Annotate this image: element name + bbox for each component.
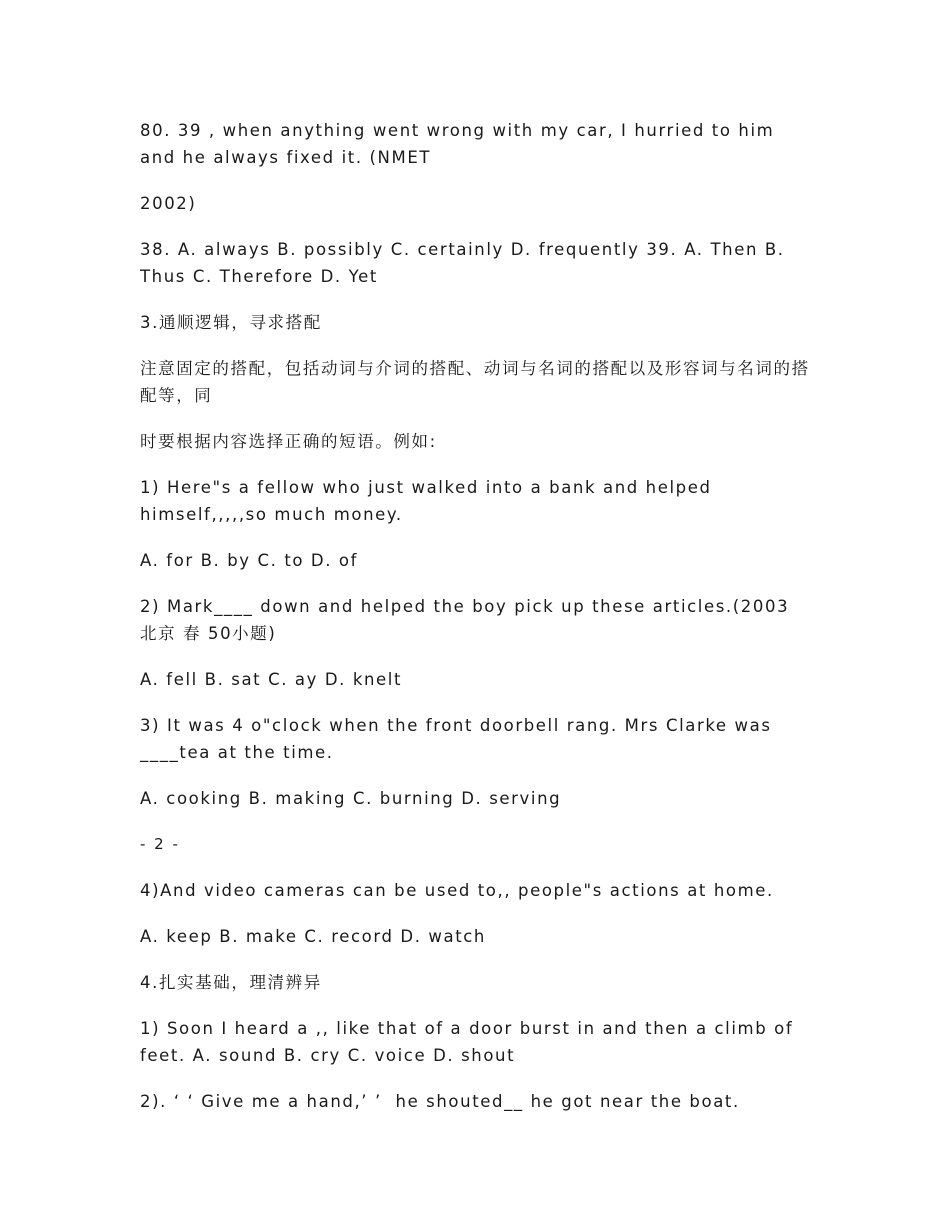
paragraph-question-39: 80. 39 , when anything went wrong with my car, I hurried to him and he always fixed it. (NMET: [140, 121, 782, 167]
example-4-question: 4)And video cameras can be used to,, people"s actions at home.: [140, 881, 774, 900]
section-4-example-1: 1) Soon I heard a ,, like that of a door burst in and then a climb of feet. A. sound B. cry C. voice D. shout: [140, 1019, 801, 1065]
example-2-options: A. fell B. sat C. ay D. knelt: [140, 670, 403, 689]
example-4-options: A. keep B. make C. record D. watch: [140, 927, 486, 946]
document-page: [140, 117, 812, 1134]
section-heading-3: 3.通顺逻辑，寻求搭配: [140, 313, 322, 332]
paragraph-phrase-note: 时要根据内容选择正确的短语。例如:: [140, 432, 437, 451]
paragraph-options-38-39: 38. A. always B. possibly C. certainly D. frequently 39. A. Then B. Thus C. Therefore D. Yet: [140, 240, 792, 286]
page-number: - 2 -: [140, 835, 180, 853]
example-3-question: 3) It was 4 o"clock when the front doorbell rang. Mrs Clarke was ____tea at the time.: [140, 716, 779, 762]
example-1-question: 1) Here"s a fellow who just walked into a bank and helped himself,,,,,so much money.: [140, 478, 719, 524]
example-1-options: A. for B. by C. to D. of: [140, 551, 359, 570]
section-heading-4: 4.扎实基础，理清辨异: [140, 973, 322, 992]
example-2-question: 2) Mark____ down and helped the boy pick up these articles.(2003 北京 春 50小题): [140, 597, 797, 643]
section-4-example-2: 2). ‘ ‘ Give me a hand,’ ’ he shouted__ he got near the boat.: [140, 1092, 740, 1111]
paragraph-collocation-note: 注意固定的搭配，包括动词与介词的搭配、动词与名词的搭配以及形容词与名词的搭配等，同: [140, 359, 810, 405]
paragraph-source-year: 2002): [140, 194, 197, 213]
example-3-options: A. cooking B. making C. burning D. serving: [140, 789, 562, 808]
